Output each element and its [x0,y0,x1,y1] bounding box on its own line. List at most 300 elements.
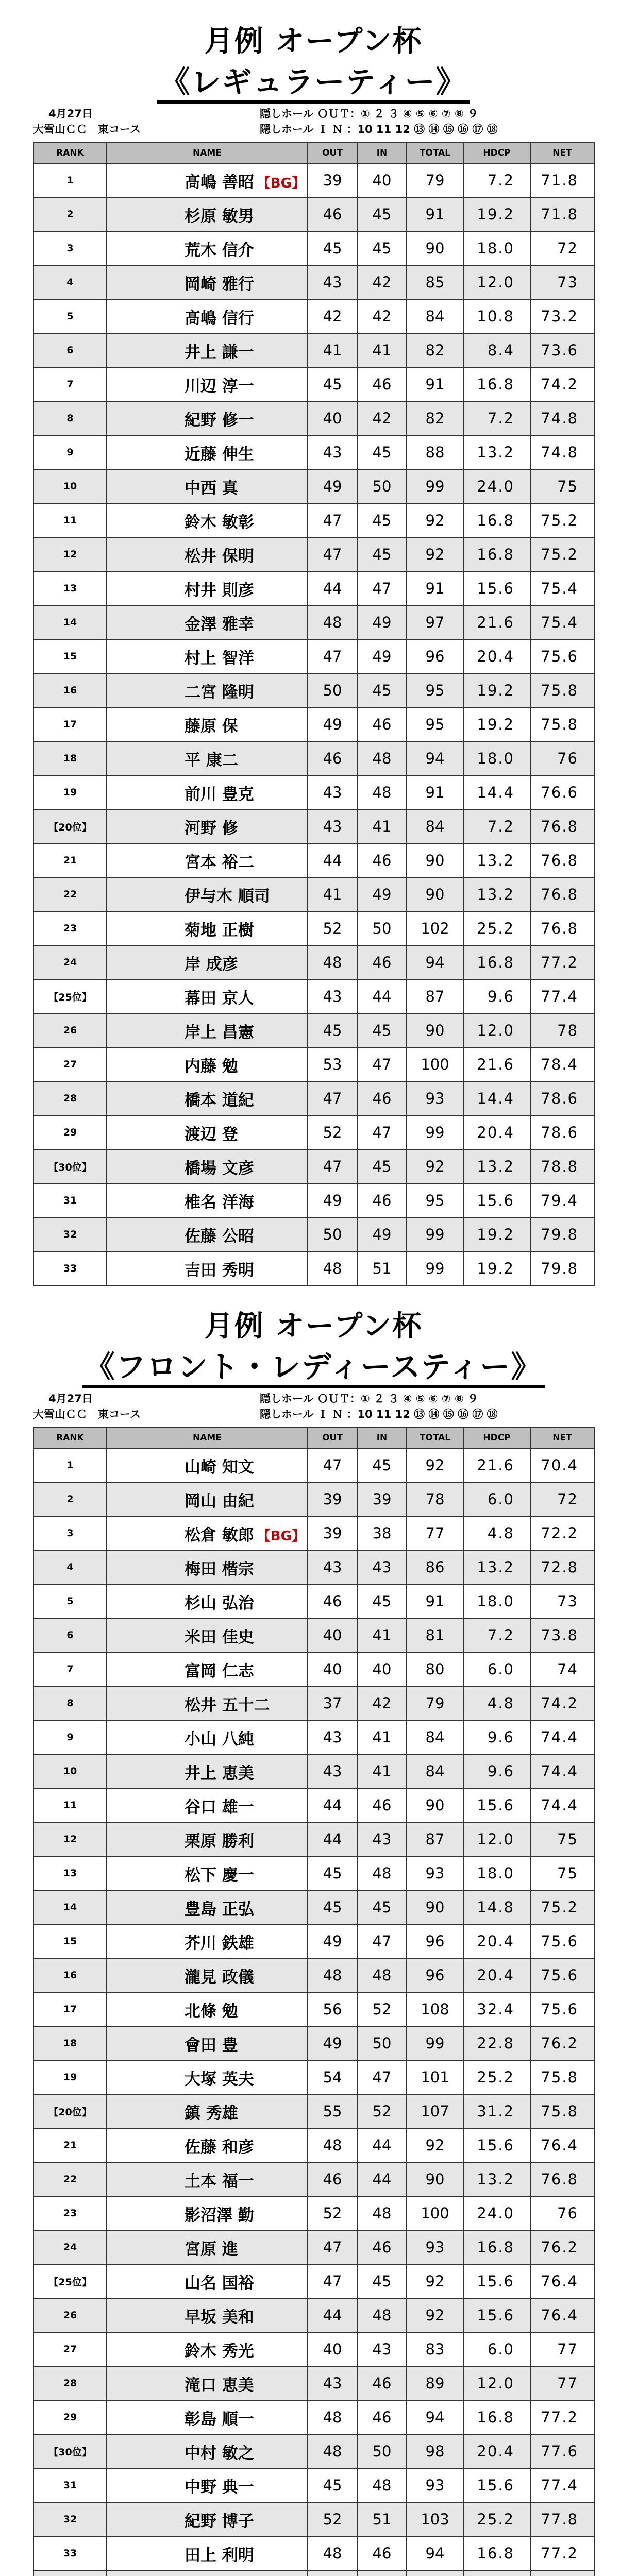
section-title: 月例 オープン杯 [204,25,423,58]
table-row [33,2264,594,2298]
out-score: 44 [308,571,357,605]
out-score: 43 [308,435,357,469]
total-score: 90 [407,843,463,877]
hdcp-value: 20.4 [463,2434,530,2468]
hdcp-value: 9.6 [463,1720,530,1754]
event-info [33,1391,141,1422]
in-score: 45 [357,231,407,265]
rank-cell: 13 [33,1856,107,1890]
player-name-text: 谷口 雄一 [185,1798,254,1817]
player-name [107,945,308,979]
out-score: 56 [308,1992,357,2026]
rank-cell: 22 [33,2162,107,2196]
rank-cell: 9 [33,1720,107,1754]
net-score: 78.4 [530,1047,594,1081]
net-score: 76.4 [530,2264,594,2298]
table-row [33,1448,594,1482]
table-row [33,639,594,673]
hdcp-value: 13.2 [463,2162,530,2196]
in-header: IN [357,1428,407,1448]
total-score: 94 [407,945,463,979]
net-score: 75.8 [530,2060,594,2094]
player-name [107,2502,308,2536]
net-score: 76.8 [530,843,594,877]
out-score: 44 [308,2298,357,2332]
in-score: 50 [357,2026,407,2060]
rank-cell: 27 [33,1047,107,1081]
total-score: 91 [407,197,463,231]
hdcp-value: 6.0 [463,2332,530,2366]
out-score: 50 [308,1217,357,1251]
hdcp-value: 16.8 [463,2230,530,2264]
player-name-text: 松井 保明 [185,547,254,566]
player-name-text: 米田 佳史 [185,1628,254,1647]
name-header: NAME [107,1428,308,1448]
total-header: TOTAL [407,1428,463,1448]
table-row [33,979,594,1013]
in-score: 52 [357,1992,407,2026]
table-row [33,571,594,605]
event-info [33,106,141,137]
hdcp-value: 20.4 [463,1115,530,1149]
in-score: 45 [357,537,407,571]
net-score: 77.2 [530,2400,594,2434]
player-name-text: 岸上 昌憲 [185,1023,254,1042]
rank-cell: 【25位】 [33,2264,107,2298]
in-score: 52 [357,2094,407,2128]
player-name [107,1584,308,1618]
net-score: 79.4 [530,1183,594,1217]
rank-cell: 8 [33,1686,107,1720]
net-score: 75.2 [530,1890,594,1924]
player-name [107,1652,308,1686]
player-name-text: 鈴木 秀光 [185,2342,254,2361]
net-score: 76.8 [530,877,594,911]
player-name-text: 松倉 敏郎 [185,1526,254,1545]
in-score: 48 [357,2298,407,2332]
player-name-text: 杉山 弘治 [185,1594,254,1613]
rank-cell: 【25位】 [33,979,107,1013]
player-name-text: 藤原 保 [185,717,238,736]
hdcp-value: 13.2 [463,843,530,877]
out-score: 45 [308,1013,357,1047]
out-score: 48 [308,605,357,639]
player-name-text: 中野 典一 [185,2478,254,2497]
rank-cell [33,2570,107,2576]
in-score: 45 [357,197,407,231]
section-title: 月例 オープン杯 [204,1310,423,1343]
player-name-text: 井上 謙一 [185,343,254,362]
in-score: 41 [357,809,407,843]
total-score: 84 [407,299,463,333]
total-score: 92 [407,2298,463,2332]
in-score: 42 [357,401,407,435]
best-gross-badge: 【BG】 [257,175,305,191]
hdcp-value: 14.4 [463,1081,530,1115]
net-score: 77.4 [530,2468,594,2502]
in-header: IN [357,143,407,163]
rank-cell: 6 [33,1618,107,1652]
hidden-holes-in: 隠しホール Ｉ Ｎ ：10 11 12 ⑬ ⑭ ⑮ ⑯ ⑰ ⑱ [260,123,498,135]
net-score: 75.6 [530,1992,594,2026]
player-name [107,673,308,707]
player-name-text: 二宮 隆明 [185,683,254,702]
rank-cell: 10 [33,1754,107,1788]
hdcp-value: 25.2 [463,911,530,945]
table-row [33,1958,594,1992]
out-score: 53 [308,1047,357,1081]
player-name [107,2196,308,2230]
player-name [107,2332,308,2366]
table-row [33,1013,594,1047]
in-score: 47 [357,1924,407,1958]
player-name-text: 渡辺 登 [185,1125,238,1144]
player-name-text: 河野 修 [185,819,238,838]
table-row [33,1652,594,1686]
rank-cell: 11 [33,1788,107,1822]
hdcp-value: 20.4 [463,639,530,673]
total-score [407,2570,463,2576]
total-score: 99 [407,1217,463,1251]
table-row [33,265,594,299]
net-score: 73 [530,1584,594,1618]
in-score: 44 [357,979,407,1013]
rank-cell: 14 [33,1890,107,1924]
hdcp-value: 7.2 [463,401,530,435]
total-score: 91 [407,571,463,605]
net-score: 74.4 [530,1720,594,1754]
total-score: 82 [407,401,463,435]
total-score: 85 [407,265,463,299]
out-score: 50 [308,673,357,707]
in-score: 45 [357,503,407,537]
hdcp-value: 10.8 [463,299,530,333]
player-name [107,1992,308,2026]
hdcp-value: 9.6 [463,1754,530,1788]
hdcp-value: 15.6 [463,571,530,605]
total-score: 103 [407,2502,463,2536]
table-row [33,469,594,503]
player-name-text: 田上 利明 [185,2546,254,2565]
hdcp-value: 12.0 [463,1822,530,1856]
net-score: 76.2 [530,2026,594,2060]
out-score: 49 [308,707,357,741]
table-row [33,197,594,231]
in-score: 47 [357,2060,407,2094]
player-name [107,605,308,639]
player-name-text: 前川 豊克 [185,785,254,804]
player-name [107,2128,308,2162]
table-row [33,707,594,741]
hdcp-value: 12.0 [463,265,530,299]
player-name-text: 鎮 秀雄 [185,2104,238,2123]
player-name-text: 鈴木 敏彰 [185,513,254,532]
total-score: 84 [407,1754,463,1788]
in-score: 47 [357,1047,407,1081]
rank-cell: 5 [33,299,107,333]
player-name [107,809,308,843]
out-score: 40 [308,1652,357,1686]
hdcp-value: 16.8 [463,945,530,979]
player-name [107,1924,308,1958]
rank-cell: 32 [33,2502,107,2536]
player-name [107,571,308,605]
net-score: 76 [530,2196,594,2230]
in-score: 45 [357,1149,407,1183]
table-row [33,1217,594,1251]
rank-cell: 33 [33,1251,107,1285]
player-name [107,1516,308,1550]
table-row [33,435,594,469]
total-score: 92 [407,503,463,537]
out-score: 48 [308,2128,357,2162]
table-row [33,2196,594,2230]
total-score: 96 [407,1958,463,1992]
player-name [107,2264,308,2298]
total-score: 91 [407,775,463,809]
hdcp-value: 9.6 [463,979,530,1013]
in-score [357,2570,407,2576]
total-score: 100 [407,1047,463,1081]
player-name [107,1251,308,1285]
out-score [308,2570,357,2576]
event-date: 4月27日 [48,108,93,120]
table-row [33,1149,594,1183]
player-name [107,2570,308,2576]
table-row [33,1856,594,1890]
hdcp-value: 4.8 [463,1686,530,1720]
player-name [107,741,308,775]
player-name [107,2162,308,2196]
total-score: 108 [407,1992,463,2026]
in-score: 48 [357,1856,407,1890]
hdcp-value: 8.4 [463,333,530,367]
in-score: 45 [357,1448,407,1482]
player-name [107,2468,308,2502]
table-row [33,775,594,809]
net-score: 73.2 [530,299,594,333]
hdcp-value: 18.0 [463,1856,530,1890]
player-name [107,333,308,367]
net-score: 75.8 [530,707,594,741]
hdcp-value: 6.0 [463,1482,530,1516]
rank-cell: 13 [33,571,107,605]
net-score: 75 [530,469,594,503]
in-score: 43 [357,1822,407,1856]
table-row [33,1822,594,1856]
player-name [107,1958,308,1992]
hdcp-value: 24.0 [463,469,530,503]
table-row [33,1482,594,1516]
rank-cell: 2 [33,1482,107,1516]
hidden-holes-out: 隠しホール ＯＵＴ：① ２ ３ ④ ⑤ ⑥ ⑦ ⑧ ９ [260,1393,479,1405]
hdcp-value: 4.8 [463,1516,530,1550]
in-score: 44 [357,2162,407,2196]
player-name-text: 會田 豊 [185,2036,238,2055]
net-score: 75.8 [530,2094,594,2128]
hdcp-value: 24.0 [463,2196,530,2230]
hdcp-value: 12.0 [463,1013,530,1047]
table-row [33,741,594,775]
in-score: 42 [357,1686,407,1720]
out-score: 43 [308,979,357,1013]
table-row [33,2366,594,2400]
player-name-text: 川辺 淳一 [185,377,254,396]
out-score: 43 [308,1550,357,1584]
in-score: 51 [357,2502,407,2536]
player-name [107,197,308,231]
hdcp-value: 25.2 [463,2502,530,2536]
player-name-text: 松下 慶一 [185,1866,254,1885]
net-score: 76.4 [530,2298,594,2332]
player-name [107,1183,308,1217]
total-score: 87 [407,1822,463,1856]
out-header: OUT [308,1428,357,1448]
total-score: 90 [407,2162,463,2196]
hdcp-value: 13.2 [463,435,530,469]
net-score: 76.6 [530,775,594,809]
hdcp-value: 14.8 [463,1890,530,1924]
out-score: 46 [308,1584,357,1618]
in-score: 50 [357,911,407,945]
player-name [107,1788,308,1822]
total-score: 90 [407,1890,463,1924]
table-row [33,2060,594,2094]
hdcp-value: 19.2 [463,197,530,231]
player-name-text: 髙嶋 善昭 [185,173,254,192]
in-score: 43 [357,1550,407,1584]
table-row [33,1788,594,1822]
hdcp-value: 15.6 [463,2264,530,2298]
in-score: 42 [357,265,407,299]
player-name-text: 早坂 美和 [185,2308,254,2327]
in-score: 48 [357,2468,407,2502]
net-score: 77.4 [530,979,594,1013]
table-row [33,2536,594,2570]
net-score: 74.2 [530,1686,594,1720]
player-name [107,1618,308,1652]
player-name [107,1047,308,1081]
rank-cell: 19 [33,775,107,809]
hdcp-value: 13.2 [463,1550,530,1584]
total-score: 94 [407,741,463,775]
in-score: 46 [357,2366,407,2400]
hdcp-value: 20.4 [463,1924,530,1958]
hdcp-value: 19.2 [463,673,530,707]
rank-cell: 17 [33,707,107,741]
net-score: 76.2 [530,2230,594,2264]
total-score: 83 [407,2332,463,2366]
hdcp-value: 16.8 [463,2536,530,2570]
in-score: 50 [357,469,407,503]
rank-cell: 10 [33,469,107,503]
player-name [107,1822,308,1856]
total-score: 81 [407,1618,463,1652]
table-row [33,2230,594,2264]
table-row [33,1720,594,1754]
rank-cell: 24 [33,2230,107,2264]
hdcp-value: 32.4 [463,1992,530,2026]
out-score: 43 [308,2366,357,2400]
player-name [107,639,308,673]
total-score: 96 [407,1924,463,1958]
player-name-text: 岡崎 雅行 [185,275,254,294]
net-score: 71.8 [530,197,594,231]
player-name-text: 岸 成彦 [185,955,238,974]
hdcp-value: 19.2 [463,707,530,741]
player-name [107,2400,308,2434]
hdcp-value: 7.2 [463,809,530,843]
player-name [107,1081,308,1115]
player-name [107,469,308,503]
player-name-text: 芥川 鉄雄 [185,1934,254,1953]
rank-cell: 3 [33,231,107,265]
hdcp-value: 16.8 [463,367,530,401]
net-score: 73 [530,265,594,299]
out-score: 46 [308,197,357,231]
player-name-text: 佐藤 和彦 [185,2138,254,2157]
table-row [33,1754,594,1788]
out-score: 46 [308,2162,357,2196]
table-row [33,673,594,707]
table-row [33,2128,594,2162]
in-score: 45 [357,1890,407,1924]
out-score: 42 [308,299,357,333]
hdcp-value: 15.6 [463,1183,530,1217]
out-score: 39 [308,1516,357,1550]
hdcp-value: 22.8 [463,2026,530,2060]
table-row [33,1550,594,1584]
net-score: 75.4 [530,571,594,605]
out-score: 52 [308,2502,357,2536]
player-name-text: 菊地 正樹 [185,921,254,940]
player-name [107,1149,308,1183]
rank-cell: 7 [33,1652,107,1686]
net-score: 76.8 [530,2162,594,2196]
net-score: 70.4 [530,1448,594,1482]
out-score: 48 [308,2400,357,2434]
out-score: 54 [308,2060,357,2094]
rank-cell: 21 [33,843,107,877]
net-score: 77.2 [530,2536,594,2570]
player-name-text: 髙嶋 信行 [185,309,254,328]
player-name [107,401,308,435]
player-name-text: 豊島 正弘 [185,1900,254,1919]
player-name [107,2434,308,2468]
table-header [33,1428,594,1448]
net-score: 78.6 [530,1115,594,1149]
out-score: 49 [308,1183,357,1217]
section-subtitle: 《フロント・レディースティー》 [33,1343,594,1386]
rank-cell: 12 [33,1822,107,1856]
hidden-holes [260,106,498,137]
out-score: 41 [308,333,357,367]
net-score: 73.6 [530,333,594,367]
out-score: 47 [308,503,357,537]
table-row [33,2434,594,2468]
rank-cell: 17 [33,1992,107,2026]
net-header: NET [530,143,594,163]
total-score: 90 [407,1013,463,1047]
player-name [107,537,308,571]
net-score: 79.8 [530,1251,594,1285]
rank-cell: 29 [33,2400,107,2434]
player-name-text: 井上 恵美 [185,1764,254,1783]
player-name [107,911,308,945]
net-score: 73.8 [530,1618,594,1652]
rank-cell: 9 [33,435,107,469]
in-score: 49 [357,1217,407,1251]
